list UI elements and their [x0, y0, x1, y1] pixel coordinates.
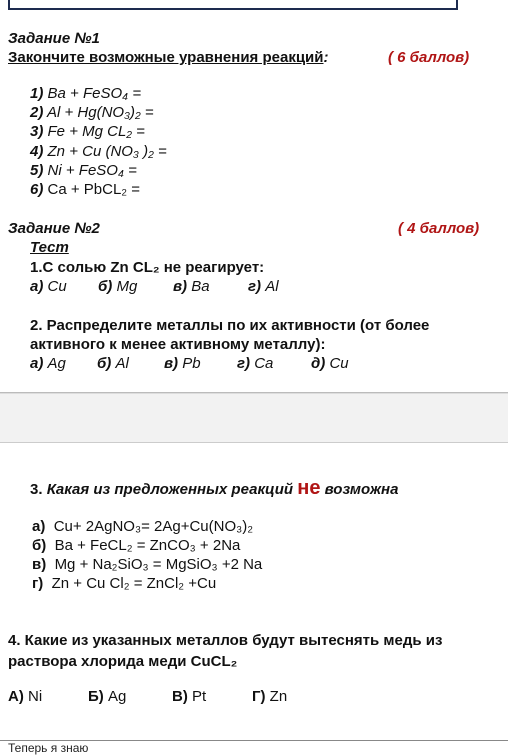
q4-line2: раствора хлорида меди CuCL₂ — [8, 653, 238, 670]
footer-text: Теперь я знаю — [8, 741, 89, 755]
q2-options — [30, 355, 349, 372]
q3-option: в) Mg + Na₂SiO₃ = MgSiO₃ +2 Na — [32, 556, 263, 573]
task1-subtitle-row — [8, 49, 329, 66]
q2-option: б) Al — [97, 355, 129, 372]
q1-option: г) Al — [248, 278, 279, 295]
q2-option: г) Ca — [237, 355, 274, 372]
task1-item: 5) Ni + FeSO₄ = — [30, 162, 137, 179]
task2-points: ( 4 баллов) — [398, 220, 480, 237]
task2-title: Задание №2 — [8, 220, 100, 237]
q3-option: б) Ba + FeCL₂ = ZnCO₃ + 2Na — [32, 537, 241, 554]
task1-subtitle: Закончите возможные уравнения реакций — [8, 49, 324, 66]
worksheet-page-bottom — [0, 442, 508, 755]
task1-subtitle-colon: : — [323, 49, 329, 66]
q1-options — [30, 278, 279, 295]
q2-line1: 2. Распределите металлы по их активности (от более — [30, 317, 430, 334]
q4-option: А) Ni — [8, 688, 43, 705]
task1-item: 1) Ba + FeSO₄ = — [30, 85, 142, 102]
test-label: Тест — [30, 239, 69, 256]
task1-title: Задание №1 — [8, 30, 100, 47]
q4-option: В) Pt — [172, 688, 207, 705]
q4-option: Г) Zn — [252, 688, 288, 705]
q4-options — [8, 688, 287, 705]
footer-divider — [0, 740, 508, 741]
q2-option: а) Ag — [30, 355, 66, 372]
q3-option: г) Zn + Cu Cl₂ = ZnCl₂ +Cu — [32, 575, 217, 592]
task1-points: ( 6 баллов) — [388, 49, 470, 66]
q1-text: 1.С солью Zn CL₂ не реагирует: — [30, 259, 265, 276]
task1-item: 2) Al + Hg(NO₃)₂ = — [30, 104, 154, 121]
q2-option: д) Cu — [311, 355, 349, 372]
q2-line2: активного к менее активному металлу): — [30, 336, 326, 353]
task1-item: 3) Fe + Mg CL₂ = — [30, 123, 145, 140]
q3-title: 3. Какая из предложенных реакций не возможна — [30, 477, 399, 499]
q2-option: в) Pb — [164, 355, 201, 372]
q1-option: а) Cu — [30, 278, 67, 295]
q3-option: а) Cu+ 2AgNO₃= 2Ag+Cu(NO₃)₂ — [32, 518, 254, 535]
q3-not-word: не — [297, 477, 321, 499]
task1-item: 4) Zn + Cu (NO₃ )₂ = — [30, 143, 167, 160]
q1-option: б) Mg — [98, 278, 138, 295]
q4-line1: 4. Какие из указанных металлов будут вытеснять медь из — [8, 632, 443, 649]
q4-option: Б) Ag — [88, 688, 127, 705]
header-frame — [8, 0, 458, 10]
task1-item: 6) Ca + PbCL₂ = — [30, 181, 141, 198]
q1-option: в) Ba — [173, 278, 210, 295]
page-gap — [0, 393, 508, 443]
